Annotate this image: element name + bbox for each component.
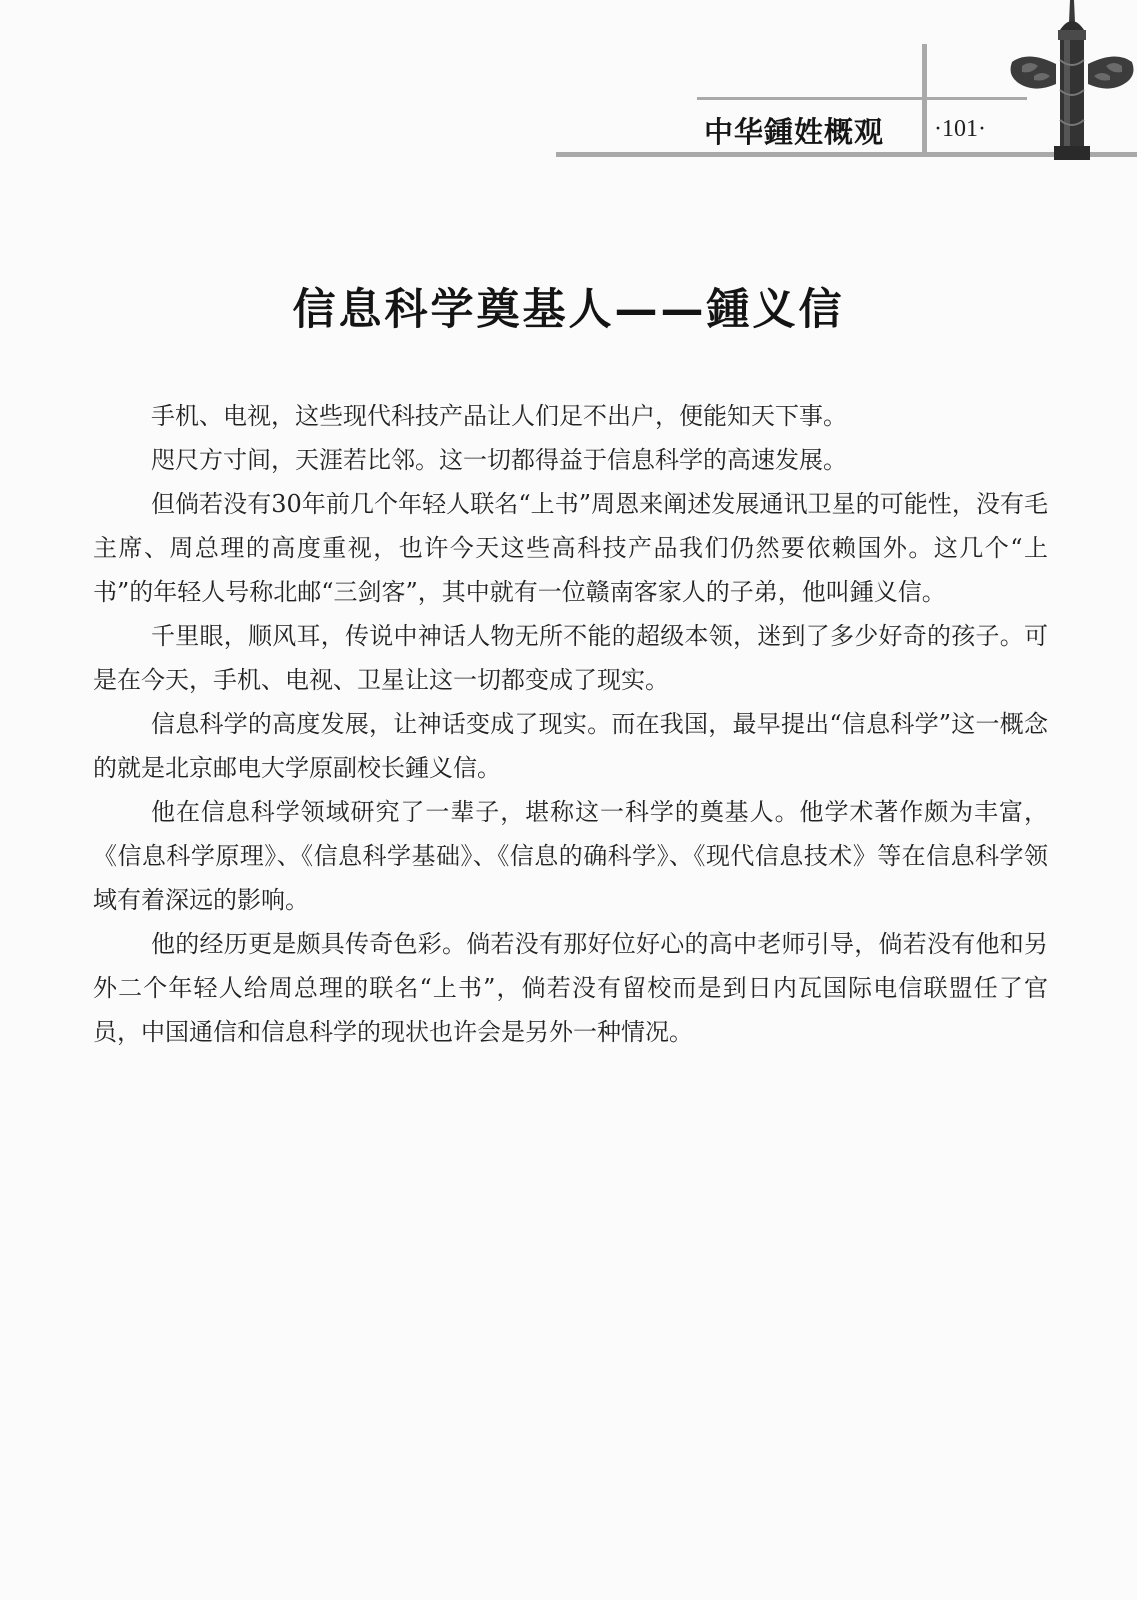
paragraph: 他在信息科学领域研究了一辈子，堪称这一科学的奠基人。他学术著作颇为丰富，《信息科学原理》、《信息科学基础》、《信息的确科学》、《现代信息技术》等在信息科学领域有着深远的影响。 [93,798,1048,914]
header-vertical-rule [922,44,927,156]
paragraph: 他的经历更是颇具传奇色彩。倘若没有那好位好心的高中老师引导，倘若没有他和另外二个年轻人给周总理的联名“上书”，倘若没有留校而是到日内瓦国际电信联盟任了官员，中国通信和信息科学的现状也许会是另外一种情况。 [93,930,1048,1046]
page-number: ·101· [934,116,986,142]
paragraph: 千里眼，顺风耳，传说中神话人物无所不能的超级本领，迷到了多少好奇的孩子。可是在今天，手机、电视、卫星让这一切都变成了现实。 [93,622,1048,694]
huabiao-pillar-icon [1008,0,1137,160]
paragraph: 手机、电视，这些现代科技产品让人们足不出户，便能知天下事。 [151,402,847,430]
article-body [93,394,1048,1054]
paragraph: 信息科学的高度发展，让神话变成了现实。而在我国，最早提出“信息科学”这一概念的就是北京邮电大学原副校长鍾义信。 [93,710,1048,782]
running-header-title: 中华鍾姓概观 [704,115,885,149]
paragraph: 但倘若没有30年前几个年轻人联名“上书”周恩来阐述发展通讯卫星的可能性，没有毛主席、周总理的高度重视，也许今天这些高科技产品我们仍然要依赖国外。这几个“上书”的年轻人号称北邮“三剑客”，其中就有一位赣南客家人的子弟，他叫鍾义信。 [93,490,1048,606]
header-top-rule [697,97,1027,100]
article-title: 信息科学奠基人——鍾义信 [292,285,845,335]
paragraph: 咫尺方寸间，天涯若比邻。这一切都得益于信息科学的高速发展。 [151,446,847,474]
